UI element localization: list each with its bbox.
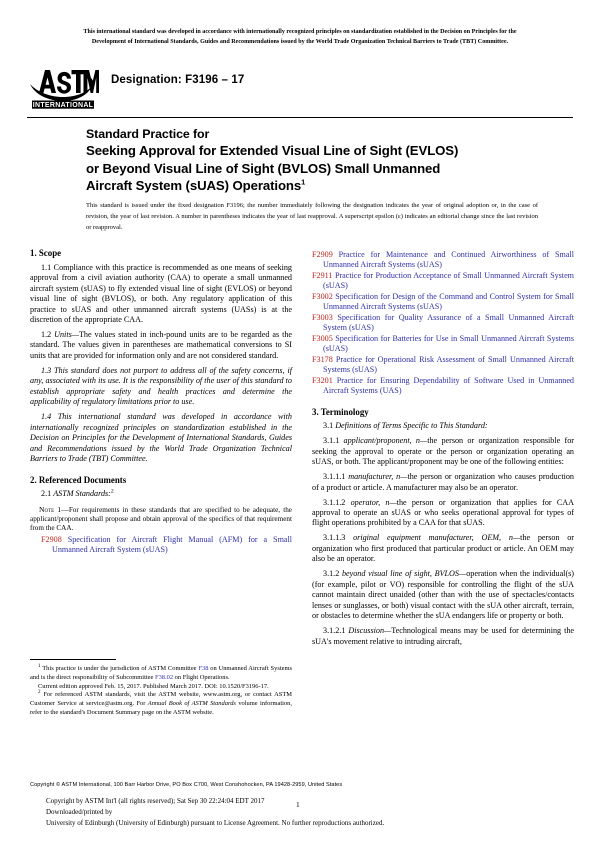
- reference-number: F3178: [312, 354, 333, 364]
- issued-note: This standard is issued under the fixed designation F3196; the number immediately following the designation indicates the year of original adoption or, in the case of revision, the year of last revision. A number in parentheses indicates the year of last reapproval. A superscript epsilon (ε) indicates an editorial change since the last revision or reapproval.: [86, 202, 538, 232]
- title-line-3: or Beyond Visual Line of Sight (BVLOS) Small Unmanned: [86, 160, 441, 176]
- para-3-1-1-number: 3.1.1: [323, 436, 344, 446]
- footnote-1: [30, 665, 292, 683]
- para-3-1-1-1-number: 3.1.1.1: [323, 472, 349, 482]
- link-committee-f38[interactable]: F38: [198, 665, 209, 672]
- tbt-banner-line-1: This international standard was developed in accordance with internationally recognized principles on standardization established in the Decision on Principles for the: [83, 29, 517, 35]
- document-title: [86, 126, 556, 195]
- footnote-2-part-1: For referenced ASTM standards, visit the ASTM website, www.astm.org, or contact ASTM Customer Service at service@astm.org. For: [30, 691, 293, 708]
- reference-item[interactable]: [30, 535, 292, 556]
- reference-number: F2908: [41, 534, 62, 544]
- header-divider: [27, 117, 573, 118]
- tbt-banner: [30, 28, 570, 48]
- para-3-1-2-term: beyond visual line of sight, BVLOS—: [341, 569, 467, 579]
- footnote-2-italic: Annual Book of ASTM Standards: [147, 700, 236, 708]
- footnote-1-part-2: on Unmanned Aircraft Systems and is the direct responsibility of Subcommittee: [30, 665, 292, 681]
- astm-logo-icon: [27, 62, 99, 110]
- para-3-1-2-1-number: 3.1.2.1: [323, 626, 349, 636]
- para-3-1-1-1: [312, 472, 574, 493]
- reference-number: F3005: [312, 333, 333, 343]
- para-3-1-2-1: [312, 626, 574, 647]
- para-1-2-text: The values stated in inch-pound units are to be regarded as the standard. The values given in parentheses are mathematical conversions to SI units that are provided for information only and are not considered standard.: [30, 329, 292, 360]
- footnote-1-marker: 1: [38, 663, 41, 669]
- para-3-1-1-3-term: original equipment manufacturer, OEM, n—: [353, 533, 521, 543]
- para-3-1-2: [312, 569, 574, 621]
- title-line-1: Standard Practice for: [86, 127, 210, 141]
- heading-referenced-documents: 2. Referenced Documents: [30, 474, 127, 485]
- designation-label: Designation: F3196 – 17: [111, 74, 245, 86]
- license-line-1: Copyright by ASTM Int'l (all rights reserved); Sat Sep 30 22:24:04 EDT 2017: [46, 797, 265, 805]
- title-line-4: [86, 177, 556, 194]
- para-3-1: [312, 421, 574, 431]
- reference-title: Practice for Ensuring Dependability of Software Used in Unmanned Aircraft Systems (UAS): [323, 375, 574, 396]
- reference-title: Specification for Design of the Command and Control System for Small Unmanned Aircraft Systems (sUAS): [323, 291, 575, 312]
- para-2-1-number: 2.1: [41, 489, 54, 499]
- footnote-2-part-2: volume information, refer to the standard's Document Summary page on the ASTM website.: [30, 700, 293, 717]
- reference-list-right: [312, 250, 574, 397]
- reference-number: F2909: [312, 250, 333, 259]
- para-3-1-number: 3.1: [323, 421, 336, 431]
- para-3-1-2-number: 3.1.2: [323, 569, 342, 579]
- reference-number: F3003: [312, 312, 333, 322]
- reference-title: Practice for Production Acceptance of Small Unmanned Aircraft System (sUAS): [323, 270, 574, 291]
- para-1-3: 1.3 This standard does not purport to address all of the safety concerns, if any, associated with its use. It is the responsibility of the user of this standard to establish appropriate safety and health practices and determine the applicability of regulatory limitations prior to use.: [30, 365, 292, 407]
- para-2-1: [30, 489, 292, 499]
- para-3-1-1-1-term: manufacturer, n—: [348, 472, 408, 482]
- masthead: [27, 62, 573, 114]
- para-3-1-1-2-text: the person or organization that applies for CAA approval to operate an sUAS or who seeks operational approval for types of flight operations prohibited by a CAA for that sUAS.: [312, 497, 574, 528]
- link-subcommittee-f3802[interactable]: F38.02: [154, 673, 174, 681]
- para-3-1-1-2-term: operator, n—: [350, 497, 397, 507]
- para-3-1-1: [312, 436, 574, 467]
- footnote-2: [30, 691, 292, 717]
- reference-title: Practice for Operational Risk Assessment of Small Unmanned Aircraft Systems (sUAS): [323, 354, 575, 375]
- footnote-1-part-3: on Flight Operations.: [173, 673, 230, 681]
- para-3-1-2-text: operation when the individual(s) (for example, pilot or VO) responsible for controlling the flight of the sUA cannot maintain direct unaided (other than with the use of spectacles/contacts lenses or sunglasses, or both) visual contact with the sUA other aircraft, terrain, or obstacles to determine whether the sUA endangers life or property or both.: [312, 569, 575, 621]
- para-2-1-label: ASTM Standards:: [53, 489, 111, 499]
- title-footnote-marker: 1: [301, 177, 306, 187]
- para-2-1-footnote-marker: 2: [110, 488, 114, 495]
- para-1-4: 1.4 This international standard was developed in accordance with internationally recognized principles on standardization established in the Decision on Principles for the Development of International Standards, Guides and Recommendations issued by the World Trade Organization Technical Barriers to Trade (TBT) Committee.: [30, 412, 292, 464]
- license-line-3: University of Edinburgh (University of Edinburgh) pursuant to License Agreement. No further reproductions authorized.: [46, 818, 385, 827]
- reference-item[interactable]: [312, 313, 574, 334]
- reference-item[interactable]: [312, 271, 574, 292]
- reference-number: F3201: [312, 375, 333, 385]
- copyright-notice: Copyright © ASTM International, 100 Barr Harbor Drive, PO Box C700, West Conshohocken, PA 19428-2959, United States: [30, 782, 343, 788]
- heading-terminology: 3. Terminology: [312, 406, 369, 417]
- reference-item[interactable]: [312, 250, 574, 271]
- footnote-edition: Current edition approved Feb. 15, 2017. Published March 2017. DOI: 10.1520/F3196-17.: [38, 682, 269, 690]
- reference-title: Specification for Quality Assurance of a Small Unmanned Aircraft System (sUAS): [323, 312, 574, 333]
- note-1-label: Note 1—: [39, 504, 69, 514]
- para-1-2: [30, 330, 292, 361]
- para-1-1: 1.1 Compliance with this practice is recommended as one means of seeking approval from a civil aviation authority (CAA) to operate a small unmanned aircraft system (sUAS) to fly extended visual line of sight (EVLOS) or beyond visual line of sight (BVLOS), or both. Any regulatory application of this practice to sUAS and other unmanned aircraft systems (UASs) is at the discretion of the appropriate CAA.: [30, 262, 292, 324]
- title-line-4-text: Aircraft System (sUAS) Operations: [86, 178, 302, 194]
- reference-title: Specification for Batteries for Use in Small Unmanned Aircraft Systems (sUAS): [323, 333, 575, 354]
- reference-item[interactable]: [312, 355, 574, 376]
- reference-title: Practice for Maintenance and Continued Airworthiness of Small Unmanned Aircraft Systems (sUAS): [323, 250, 574, 270]
- tbt-banner-line-2: Development of International Standards, Guides and Recommendations issued by the World Trade Organization Technical Barriers to Trade (TBT) Committee.: [91, 38, 509, 45]
- heading-scope: 1. Scope: [30, 248, 62, 258]
- reference-item[interactable]: [312, 334, 574, 355]
- para-3-1-1-3: [312, 533, 574, 564]
- reference-list-left: [30, 535, 292, 556]
- reference-item[interactable]: [312, 376, 574, 397]
- para-3-1-1-2-number: 3.1.1.2: [323, 497, 351, 507]
- para-1-2-number: 1.2: [41, 329, 55, 339]
- para-3-1-1-3-text: the person or organization who first produced that particular product or article. An OEM may also be an operator.: [312, 533, 575, 564]
- para-3-1-2-1-term: Discussion—: [348, 626, 392, 636]
- footnote-block: [30, 665, 292, 718]
- right-column: [312, 248, 574, 647]
- para-1-2-term: Units—: [54, 329, 79, 339]
- reference-item[interactable]: [312, 292, 574, 313]
- para-3-1-1-text: the person or organization responsible for seeking the approval to operate or the person or organization operating an sUAS, or both. The applicant/proponent may be one of the following entities:: [312, 436, 574, 467]
- footnote-2-marker: 2: [38, 690, 41, 696]
- note-1-text: For requirements in these standards that are specified to be adequate, the applicant/proponent shall propose and obtain approval of the specifics of that requirement from the CAA.: [30, 505, 292, 532]
- note-1: [30, 505, 292, 533]
- reference-number: F3002: [312, 291, 333, 301]
- reference-title: Specification for Aircraft Flight Manual (AFM) for a Small Unmanned Aircraft System (sUAS): [52, 534, 293, 555]
- title-line-2: Seeking Approval for Extended Visual Line of Sight (EVLOS): [86, 143, 459, 159]
- footnote-1-part-1: This practice is under the jurisdiction of ASTM Committee: [42, 665, 199, 672]
- page-number: 1: [296, 800, 300, 809]
- svg-text:INTERNATIONAL: INTERNATIONAL: [32, 102, 94, 109]
- license-line-2: Downloaded/printed by: [46, 807, 113, 816]
- footnote-divider: [30, 659, 116, 660]
- reference-number: F2911: [312, 270, 333, 280]
- para-3-1-1-2: [312, 498, 574, 529]
- para-3-1-1-term: applicant/proponent, n—: [343, 436, 428, 446]
- para-3-1-1-3-number: 3.1.1.3: [323, 533, 354, 543]
- astm-logo: [27, 62, 99, 110]
- para-3-1-label: Definitions of Terms Specific to This Standard:: [335, 421, 488, 431]
- para-3-1-2-1-text: Technological means may be used for determining the sUA's movement relative to intruding aircraft,: [312, 626, 575, 646]
- left-column: [30, 248, 292, 556]
- para-3-1-1-1-text: the person or organization who causes production of a product or article. A manufacturer may also be an operator.: [312, 472, 574, 492]
